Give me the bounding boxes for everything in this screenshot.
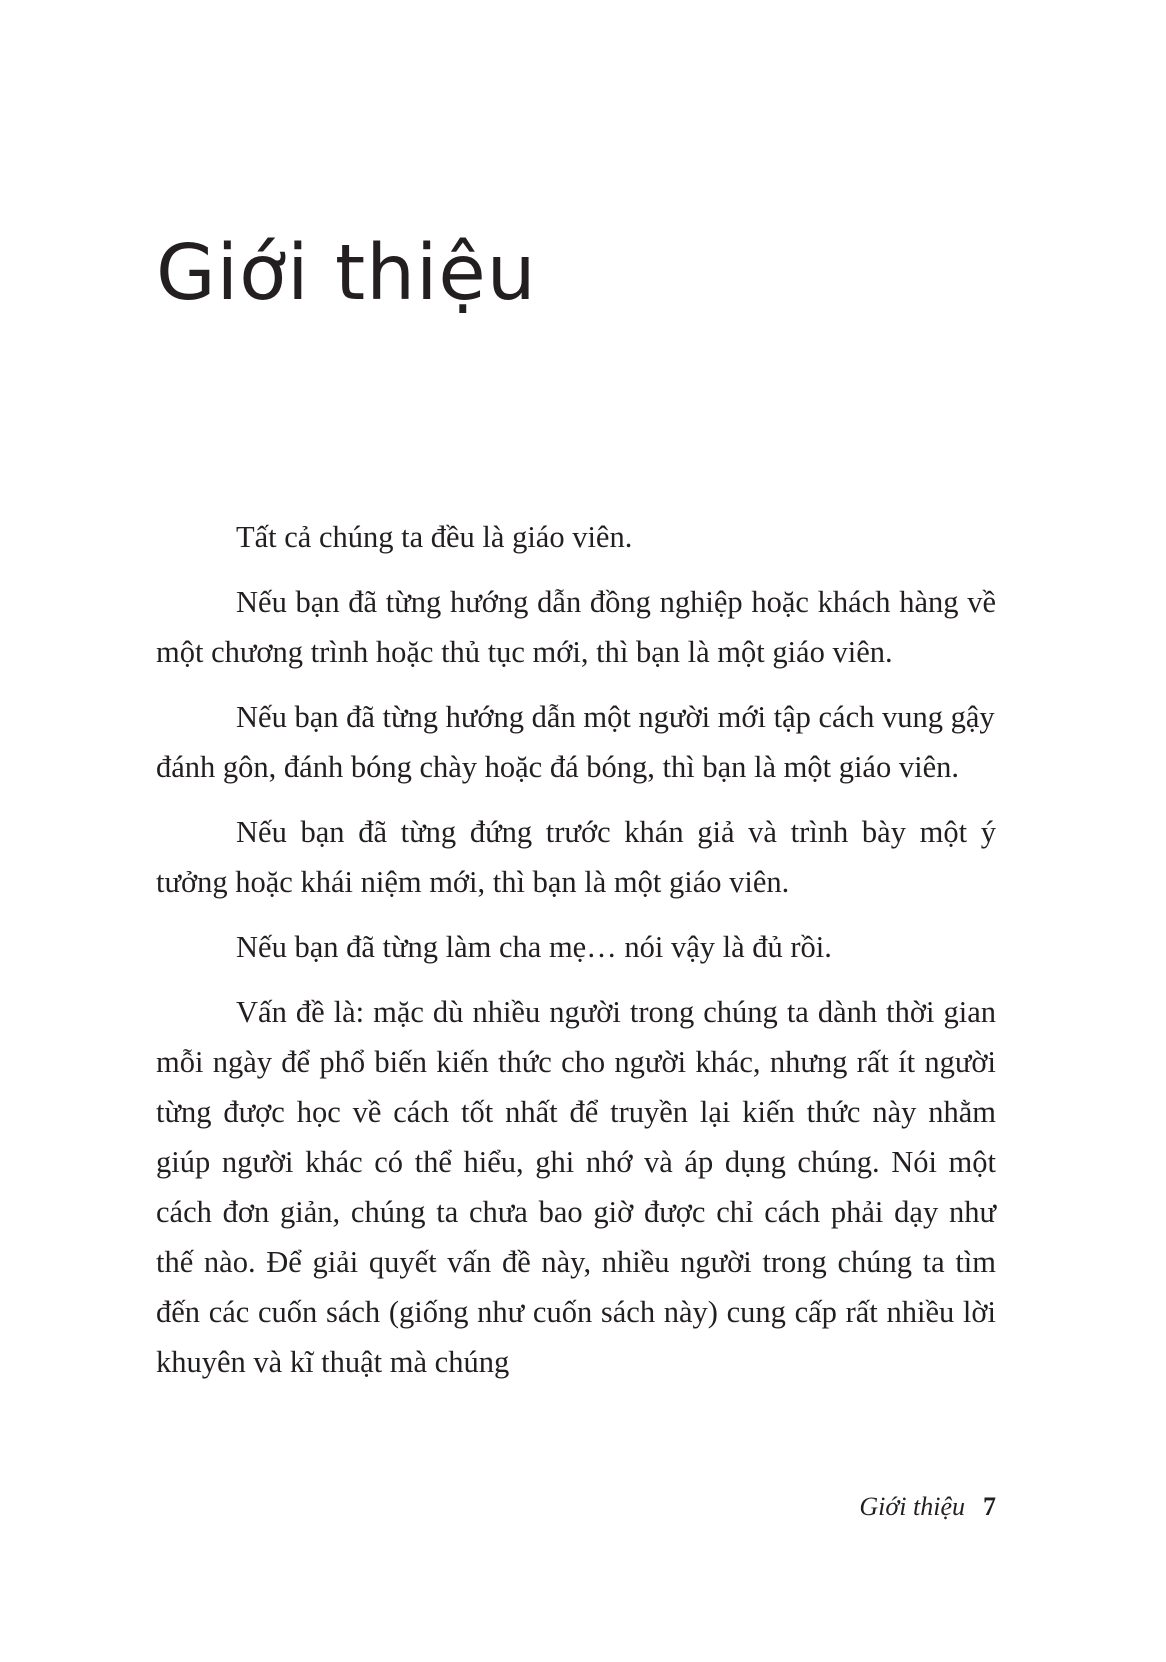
- paragraph: Nếu bạn đã từng hướng dẫn một người mới tập cách vung gậy đánh gôn, đánh bóng chày hoặc đá bóng, thì bạn là một giáo viên.: [156, 700, 995, 784]
- body-text: [156, 512, 996, 1402]
- paragraph: Nếu bạn đã từng làm cha mẹ… nói vậy là đủ rồi.: [236, 930, 832, 964]
- paragraph: Tất cả chúng ta đều là giáo viên.: [236, 520, 633, 554]
- page-number: 7: [983, 1492, 996, 1521]
- running-head: Giới thiệu: [859, 1492, 965, 1521]
- paragraph: Nếu bạn đã từng hướng dẫn đồng nghiệp hoặc khách hàng về một chương trình hoặc thủ tục mới, thì bạn là một giáo viên.: [156, 585, 996, 669]
- page-footer: [156, 1490, 996, 1524]
- paragraph: Nếu bạn đã từng đứng trước khán giả và trình bày một ý tưởng hoặc khái niệm mới, thì bạn là một giáo viên.: [156, 815, 996, 899]
- chapter-title: Giới thiệu: [156, 229, 537, 318]
- paragraph: Vấn đề là: mặc dù nhiều người trong chúng ta dành thời gian mỗi ngày để phổ biến kiến thức cho người khác, nhưng rất ít người từng được học về cách tốt nhất để truyền lại kiến thức này nhằm giúp người khác có thể hiểu, ghi nhớ và áp dụng chúng. Nói một cách đơn giản, chúng ta chưa bao giờ được chỉ cách phải dạy như thế nào. Để giải quyết vấn đề này, nhiều người trong chúng ta tìm đến các cuốn sách (giống như cuốn sách này) cung cấp rất nhiều lời khuyên và kĩ thuật mà chúng: [156, 995, 996, 1379]
